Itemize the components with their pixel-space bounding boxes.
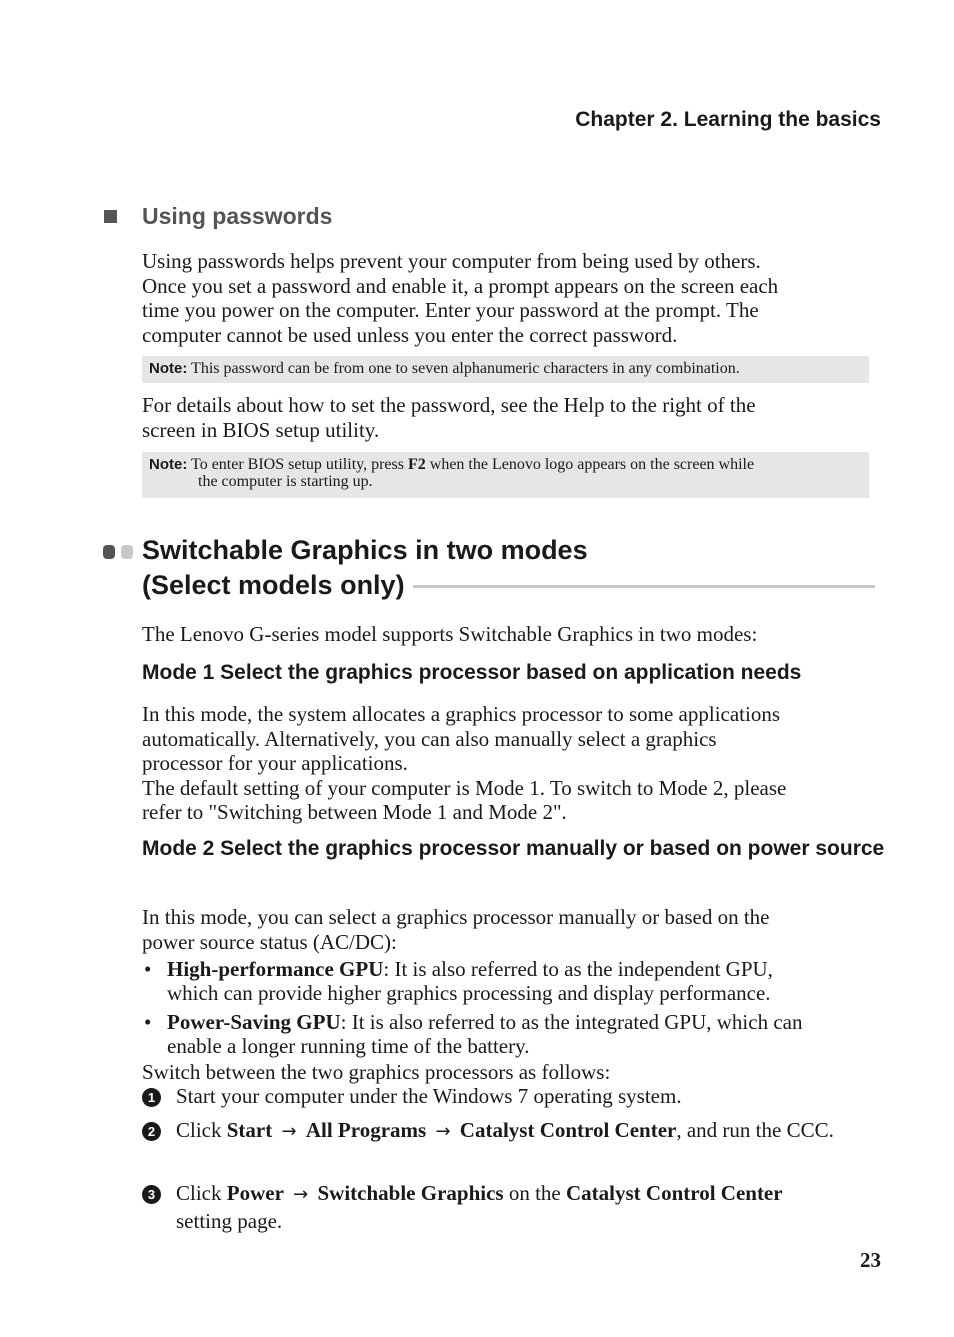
subsection-heading: Using passwords: [142, 203, 333, 229]
section-title-line: (Select models only): [142, 570, 405, 600]
step-item: [142, 1083, 882, 1110]
arrow-icon: →: [281, 1121, 297, 1142]
bullet-line: which can provide higher graphics processing and display performance.: [167, 981, 771, 1005]
list-item: [142, 957, 882, 1005]
arrow-icon: →: [293, 1184, 309, 1205]
step-number-icon: 2: [142, 1122, 161, 1141]
note-box: [142, 356, 869, 383]
step-word: setting page.: [176, 1209, 283, 1233]
step-item: [142, 1117, 882, 1145]
step-number-icon: 1: [142, 1088, 161, 1107]
text-line: computer cannot be used unless you enter the correct password.: [142, 322, 678, 347]
note-text: To enter BIOS setup utility, press: [191, 456, 404, 473]
section-rule: [413, 585, 875, 588]
passwords-paragraph: [142, 249, 882, 347]
menu-path-item: Catalyst Control Center: [566, 1181, 783, 1205]
list-item: [142, 1010, 882, 1058]
text-line: refer to "Switching between Mode 1 and Mode 2".: [142, 800, 567, 824]
section-title-line: Switchable Graphics in two modes: [142, 535, 588, 565]
mode1-heading: Mode 1 Select the graphics processor based on application needs: [142, 661, 802, 684]
step-number-icon: 3: [142, 1185, 161, 1204]
note-label: Note:: [149, 360, 188, 377]
menu-path-item: Start: [226, 1118, 273, 1142]
text-line: Once you set a password and enable it, a prompt appears on the screen each: [142, 273, 779, 298]
square-bullet-icon: [104, 210, 117, 223]
text-line: For details about how to set the password, see the Help to the right of the: [142, 393, 756, 417]
intro-paragraph: The Lenovo G-series model supports Switchable Graphics in two modes:: [142, 622, 758, 646]
bullet-line: enable a longer running time of the battery.: [167, 1034, 530, 1058]
text-line: In this mode, the system allocates a graphics processor to some applications: [142, 702, 781, 726]
bullet-icon: •: [144, 957, 152, 981]
step-item: [142, 1180, 882, 1235]
step-text: Start your computer under the Windows 7 operating system.: [176, 1084, 682, 1108]
note-box: [142, 452, 869, 498]
mode2-paragraph: [142, 905, 882, 954]
key-name: F2: [407, 456, 426, 473]
text-line: Using passwords helps prevent your computer from being used by others.: [142, 249, 761, 273]
mode1-paragraph: [142, 702, 882, 825]
step-word: Click: [176, 1181, 222, 1205]
arrow-icon: →: [435, 1121, 451, 1142]
text-line: screen in BIOS setup utility.: [142, 417, 380, 442]
menu-path-item: Switchable Graphics: [317, 1181, 504, 1205]
menu-path-item: Power: [226, 1181, 284, 1205]
note-text: This password can be from one to seven alphanumeric characters in any combination.: [191, 360, 740, 377]
text-line: power source status (AC/DC):: [142, 929, 397, 954]
bullet-line: : It is also referred to as the integrated GPU, which can: [340, 1010, 803, 1034]
section-title: [142, 533, 588, 603]
step-word: on the: [508, 1181, 561, 1205]
text-line: time you power on the computer. Enter your password at the prompt. The: [142, 298, 759, 322]
text-line: In this mode, you can select a graphics processor manually or based on the: [142, 905, 770, 929]
note-text: the computer is starting up.: [198, 473, 373, 490]
text-line: automatically. Alternatively, you can also manually select a graphics: [142, 726, 717, 751]
bios-paragraph: [142, 393, 882, 442]
step-word: , and run the CCC.: [676, 1118, 834, 1142]
menu-path-item: Catalyst Control Center: [459, 1118, 677, 1142]
bullet-text: [167, 1010, 882, 1058]
step-word: Click: [176, 1118, 222, 1142]
bullet-term: High-performance GPU: [167, 957, 384, 981]
mode2-heading: Mode 2 Select the graphics processor manually or based on power source: [142, 837, 885, 860]
note-text: when the Lenovo logo appears on the screen while: [429, 456, 755, 473]
step-text: [176, 1180, 882, 1235]
bullet-icon: •: [144, 1010, 152, 1034]
page-number: 23: [860, 1248, 881, 1272]
switch-intro: Switch between the two graphics processors as follows:: [142, 1060, 611, 1084]
chapter-header: Chapter 2. Learning the basics: [575, 108, 881, 131]
text-line: processor for your applications.: [142, 751, 408, 775]
bullet-term: Power-Saving GPU: [167, 1010, 341, 1034]
bullet-line: : It is also referred to as the independent GPU,: [383, 957, 773, 981]
section-marker-icon: [103, 545, 115, 559]
step-text: [176, 1117, 882, 1145]
text-line: The default setting of your computer is Mode 1. To switch to Mode 2, please: [142, 775, 787, 800]
bullet-text: [167, 957, 882, 1005]
section-marker-icon: [121, 545, 133, 559]
menu-path-item: All Programs: [305, 1118, 427, 1142]
note-label: Note:: [149, 456, 188, 473]
